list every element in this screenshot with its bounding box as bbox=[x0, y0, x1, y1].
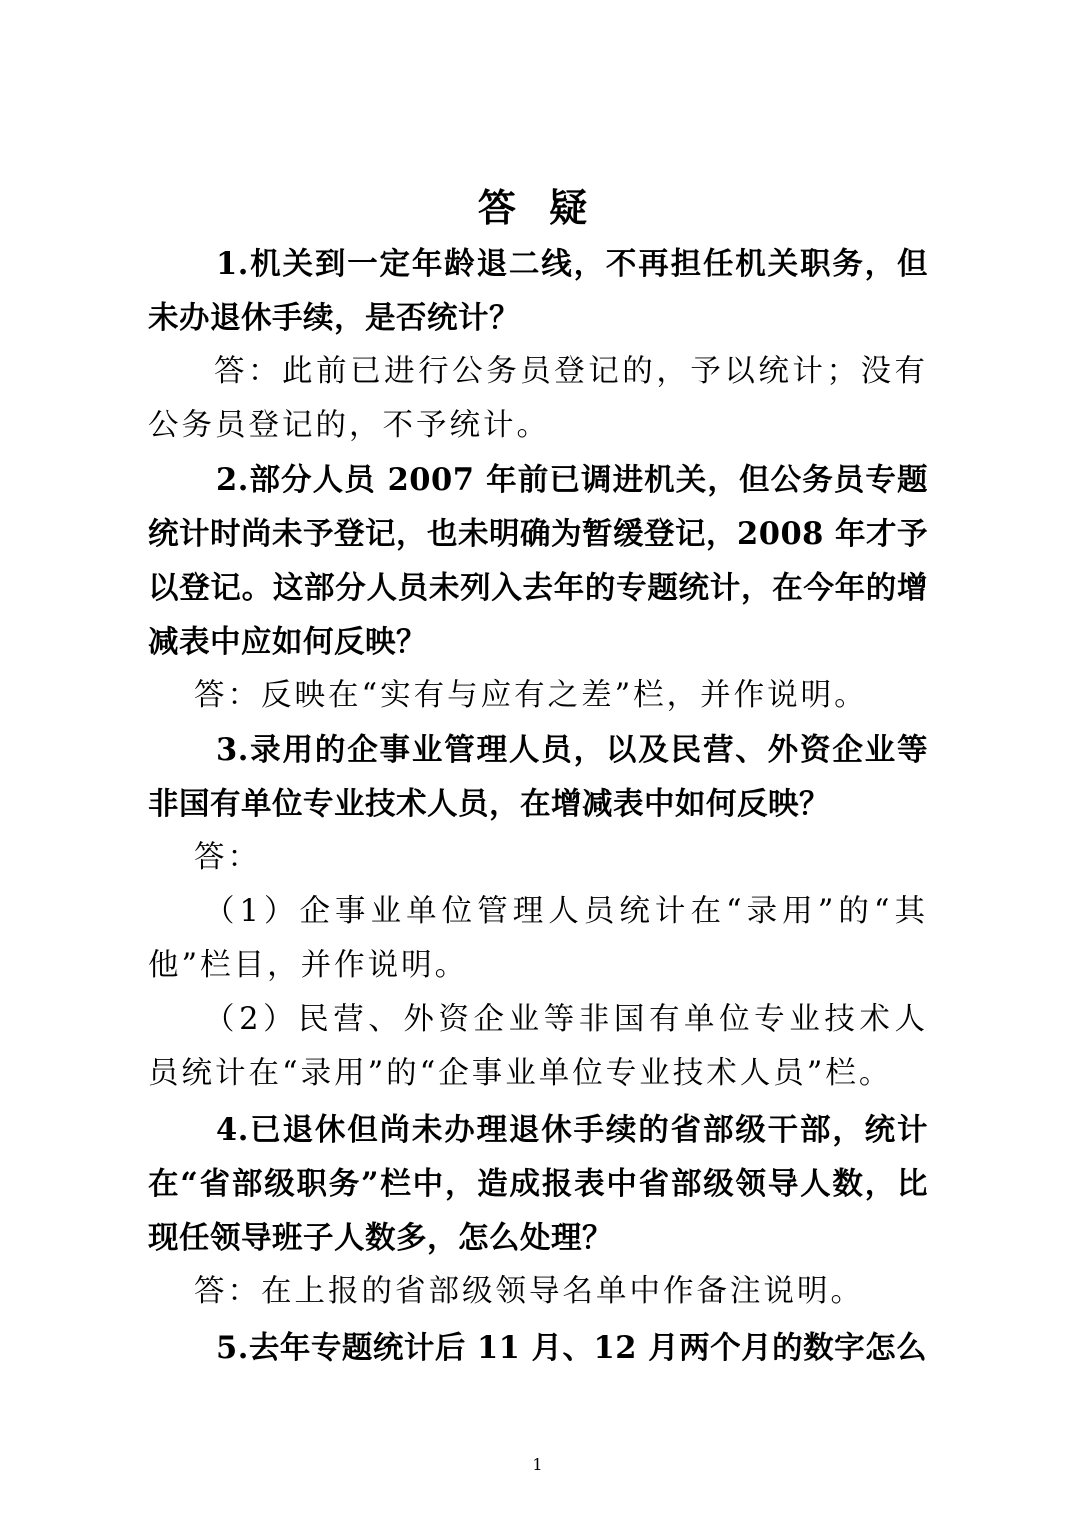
answer-3-item-1: （1）企事业单位管理人员统计在“录用”的“其他”栏目，并作说明。 bbox=[148, 894, 928, 983]
answer-2: 答：反映在“实有与应有之差”栏，并作说明。 bbox=[194, 678, 868, 713]
question-4: 4.已退休但尚未办理退休手续的省部级干部，统计在“省部级职务”栏中，造成报表中省部级领导人数，比现任领导班子人数多，怎么处理？ bbox=[148, 1112, 928, 1256]
question-1: 1.机关到一定年龄退二线，不再担任机关职务，但未办退休手续，是否统计？ bbox=[148, 246, 928, 336]
question-2: 2.部分人员 2007 年前已调进机关，但公务员专题统计时尚未予登记，也未明确为暂缓登记，2008 年才予以登记。这部分人员未列入去年的专题统计，在今年的增减表中应如何反映？ bbox=[148, 462, 929, 660]
answer-3-item-2: （2）民营、外资企业等非国有单位专业技术人员统计在“录用”的“企事业单位专业技术人员”栏。 bbox=[148, 1002, 928, 1091]
question-5: 5.去年专题统计后 11 月、12 月两个月的数字怎么 bbox=[216, 1330, 928, 1366]
page-number: 1 bbox=[532, 1455, 543, 1474]
answer-1: 答：此前已进行公务员登记的，予以统计；没有公务员登记的，不予统计。 bbox=[148, 354, 928, 443]
answer-4: 答：在上报的省部级领导名单中作备注说明。 bbox=[194, 1274, 864, 1309]
page-title: 答 疑 bbox=[477, 185, 598, 230]
question-3: 3.录用的企事业管理人员，以及民营、外资企业等非国有单位专业技术人员，在增减表中如何反映？ bbox=[148, 732, 928, 822]
answer-3-intro: 答： bbox=[194, 840, 261, 875]
